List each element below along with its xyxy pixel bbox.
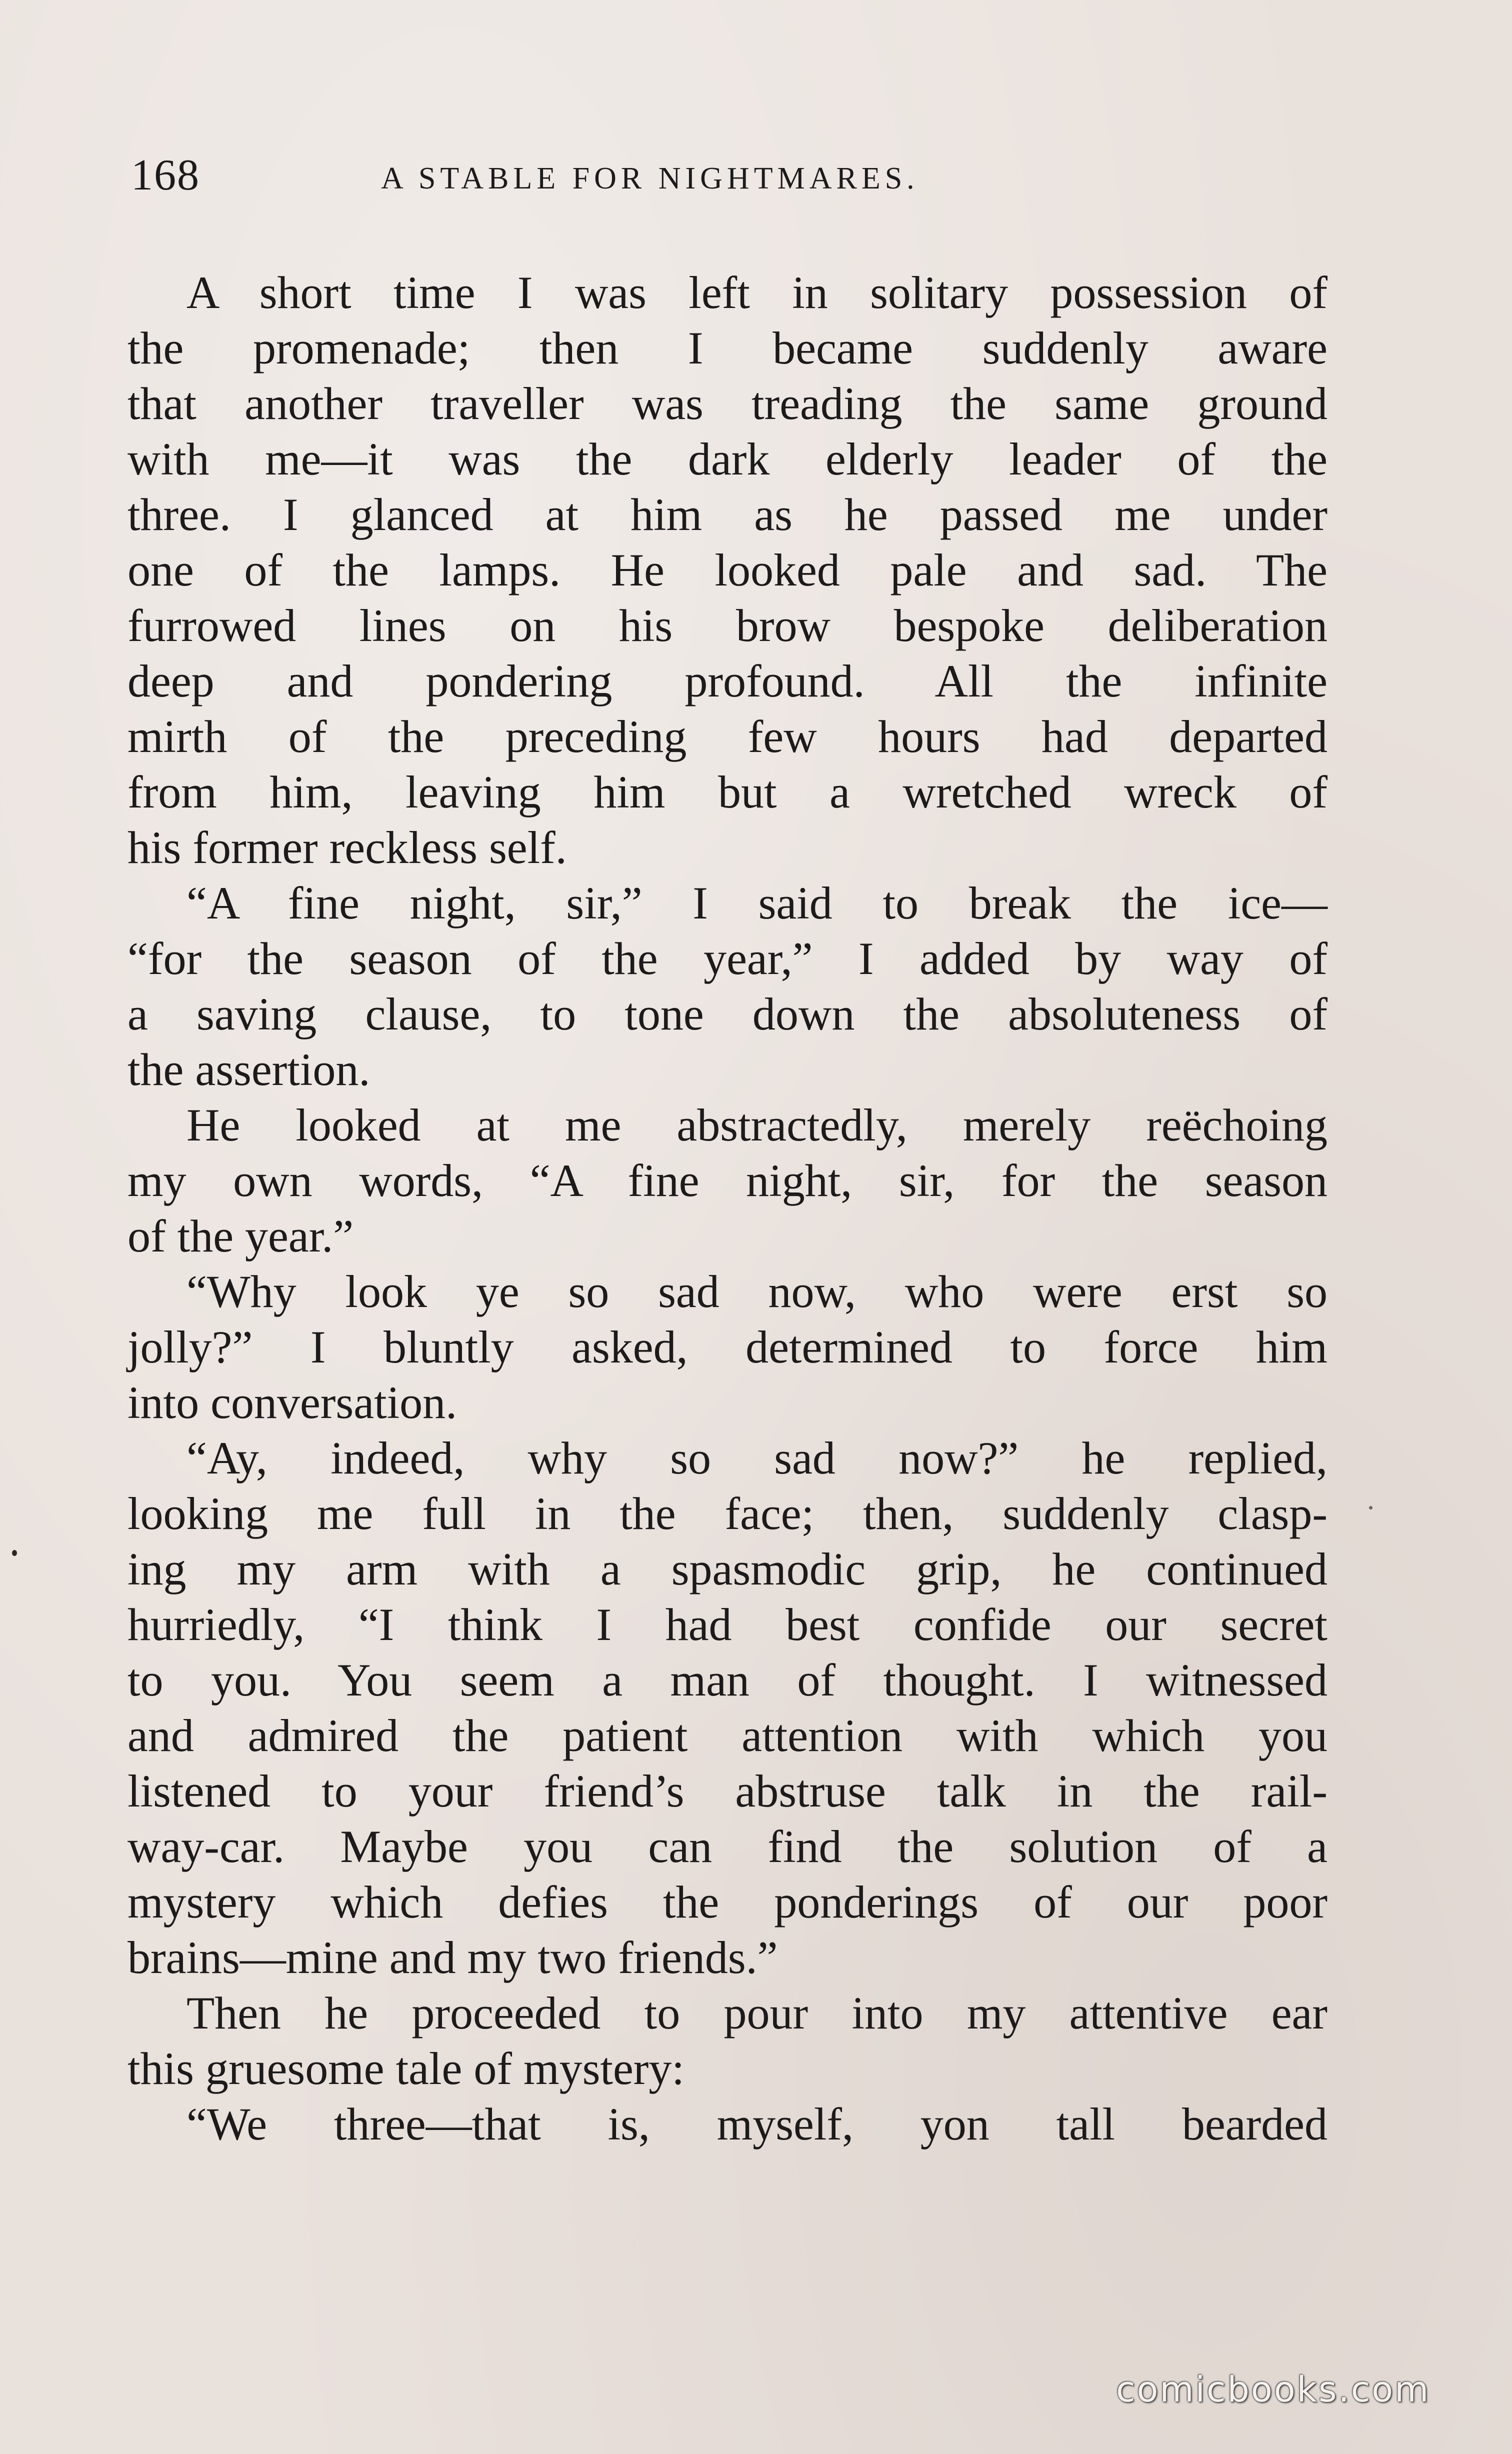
text-line: A short time I was left in solitary possession of bbox=[186, 267, 1328, 318]
text-line: a saving clause, to tone down the absoluteness of bbox=[128, 988, 1328, 1040]
text-line: into conversation. bbox=[128, 1377, 458, 1428]
text-line: of the year.” bbox=[128, 1210, 354, 1262]
ink-speck bbox=[1369, 1506, 1372, 1510]
text-line: this gruesome tale of mystery: bbox=[128, 2043, 684, 2094]
text-line: my own words, “A fine night, sir, for the season bbox=[128, 1155, 1328, 1206]
text-line: one of the lamps. He looked pale and sad. The bbox=[128, 544, 1328, 596]
text-line: looking me full in the face; then, suddenly clasp- bbox=[128, 1488, 1328, 1539]
text-line: “Ay, indeed, why so sad now?” he replied, bbox=[186, 1432, 1328, 1484]
text-line: “We three—that is, myself, yon tall bearded bbox=[186, 2098, 1328, 2150]
running-title: A STABLE FOR NIGHTMARES. bbox=[381, 162, 919, 196]
text-line: way-car. Maybe you can find the solution of a bbox=[128, 1821, 1328, 1872]
text-line: and admired the patient attention with which you bbox=[128, 1710, 1328, 1761]
page-number: 168 bbox=[131, 151, 200, 200]
text-line: “Why look ye so sad now, who were erst so bbox=[186, 1266, 1328, 1317]
ink-speck bbox=[12, 1550, 17, 1556]
text-line: ing my arm with a spasmodic grip, he continued bbox=[128, 1544, 1328, 1594]
text-line: He looked at me abstractedly, merely reëchoing bbox=[186, 1100, 1328, 1150]
text-line: jolly?” I bluntly asked, determined to force him bbox=[128, 1322, 1328, 1372]
text-line: the assertion. bbox=[128, 1044, 370, 1095]
text-line: furrowed lines on his brow bespoke deliberation bbox=[128, 600, 1328, 651]
text-line: that another traveller was treading the same ground bbox=[128, 378, 1328, 429]
text-line: brains—mine and my two friends.” bbox=[128, 1932, 778, 1983]
text-line: his former reckless self. bbox=[128, 822, 567, 873]
watermark: comicbooks.com bbox=[1116, 2369, 1430, 2410]
text-line: hurriedly, “I think I had best confide our secret bbox=[128, 1599, 1328, 1650]
text-line: mystery which defies the ponderings of our poor bbox=[128, 1876, 1328, 1928]
text-line: to you. You seem a man of thought. I witnessed bbox=[128, 1654, 1328, 1706]
text-line: mirth of the preceding few hours had departed bbox=[128, 711, 1328, 762]
text-line: with me—it was the dark elderly leader of the bbox=[128, 434, 1328, 484]
text-line: “A fine night, sir,” I said to break the ice— bbox=[186, 878, 1328, 928]
text-line: deep and pondering profound. All the infinite bbox=[128, 656, 1328, 706]
text-line: “for the season of the year,” I added by way of bbox=[128, 933, 1328, 984]
text-line: from him, leaving him but a wretched wreck of bbox=[128, 766, 1328, 818]
text-line: Then he proceeded to pour into my attentive ear bbox=[186, 1988, 1328, 2038]
body-text bbox=[128, 265, 1328, 2152]
running-head bbox=[131, 150, 1331, 210]
text-line: three. I glanced at him as he passed me under bbox=[128, 489, 1328, 540]
text-line: listened to your friend’s abstruse talk in the rail- bbox=[128, 1766, 1328, 1816]
text-line: the promenade; then I became suddenly aware bbox=[128, 322, 1328, 374]
